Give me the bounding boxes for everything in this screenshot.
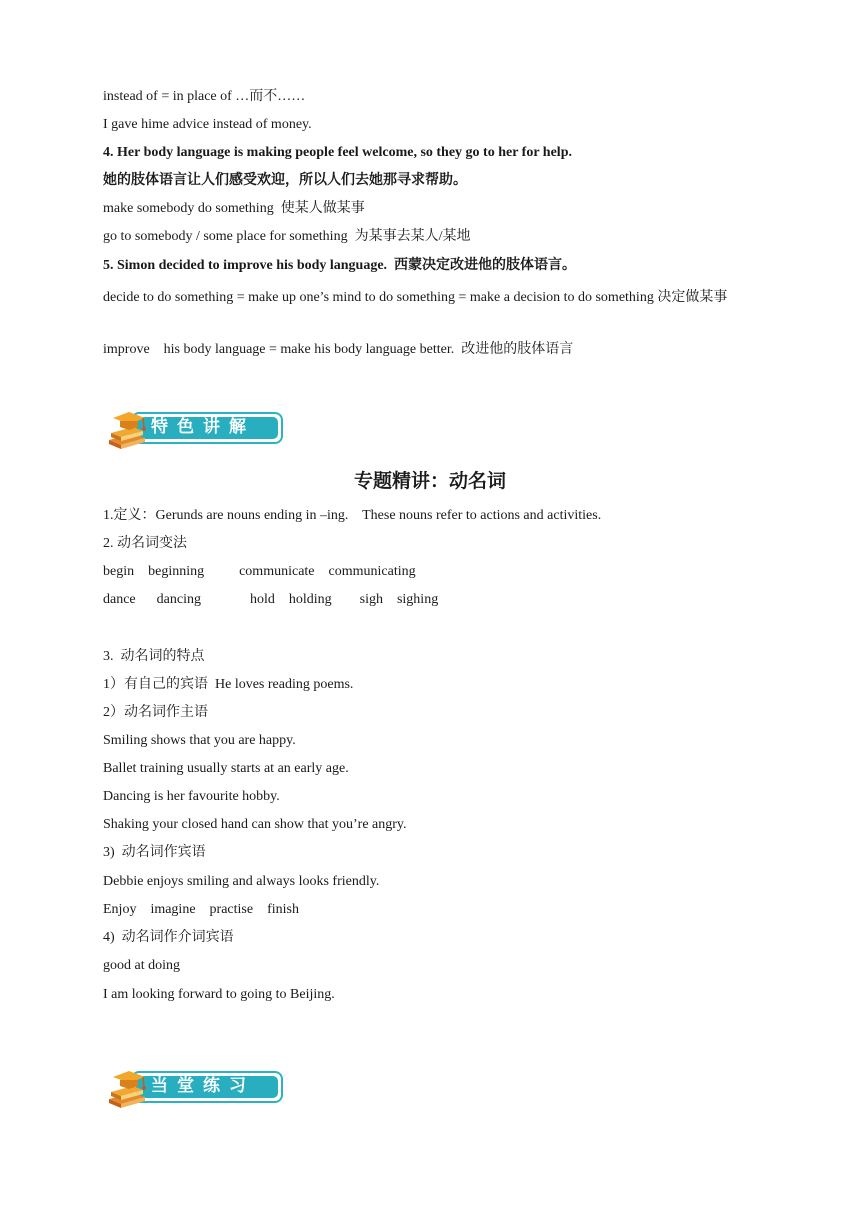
graduation-books-icon <box>103 1063 151 1109</box>
feature-3: 3) 动名词作宾语 <box>103 845 206 860</box>
example-good-at: good at doing <box>103 958 180 973</box>
line-improve: improve his body language = make his body language better. 改进他的肢体语言 <box>103 342 574 357</box>
example-smiling: Smiling shows that you are happy. <box>103 733 296 748</box>
gerund-features-title: 3. 动名词的特点 <box>103 649 205 664</box>
line-example-advice: I gave hime advice instead of money. <box>103 117 312 132</box>
example-debbie: Debbie enjoys smiling and always looks friendly. <box>103 874 380 889</box>
line-sentence-4: 4. Her body language is making people feel welcome, so they go to her for help. <box>103 145 572 160</box>
gerund-pairs-row-2: dance dancing hold holding sigh sighing <box>103 592 439 607</box>
section-title: 专题精讲：动名词 <box>353 470 506 492</box>
line-go-to-somebody: go to somebody / some place for something 为某事去某人/某地 <box>103 229 471 244</box>
gerund-definition: 1.定义：Gerunds are nouns ending in –ing. These nouns refer to actions and activities. <box>103 508 602 523</box>
line-sentence-4-translation: 她的肢体语言让人们感受欢迎，所以人们去她那寻求帮助。 <box>103 173 467 188</box>
section-banner-practice <box>103 1063 283 1109</box>
section-banner-features <box>103 404 283 450</box>
gerund-pairs-row-1: begin beginning communicate communicating <box>103 564 416 579</box>
line-instead-of: instead of = in place of …而不…… <box>103 89 306 104</box>
banner-label: 特色讲解 <box>151 417 255 437</box>
example-beijing: I am looking forward to going to Beijing. <box>103 987 335 1002</box>
feature-1: 1）有自己的宾语 He loves reading poems. <box>103 677 354 692</box>
line-decide-to-do: decide to do something = make up one’s mind to do something = make a decision to do something 决定做某事 <box>103 290 728 305</box>
line-make-somebody: make somebody do something 使某人做某事 <box>103 201 365 216</box>
graduation-books-icon <box>103 404 151 450</box>
example-dancing: Dancing is her favourite hobby. <box>103 789 280 804</box>
example-shaking: Shaking your closed hand can show that you’re angry. <box>103 817 407 832</box>
verb-list: Enjoy imagine practise finish <box>103 902 299 917</box>
banner-label: 当堂练习 <box>151 1076 255 1096</box>
feature-4: 4) 动名词作介词宾语 <box>103 930 234 945</box>
feature-2: 2）动名词作主语 <box>103 705 208 720</box>
gerund-change-title: 2. 动名词变法 <box>103 536 187 551</box>
example-ballet: Ballet training usually starts at an early age. <box>103 761 349 776</box>
line-sentence-5: 5. Simon decided to improve his body language. 西蒙决定改进他的肢体语言。 <box>103 258 577 273</box>
